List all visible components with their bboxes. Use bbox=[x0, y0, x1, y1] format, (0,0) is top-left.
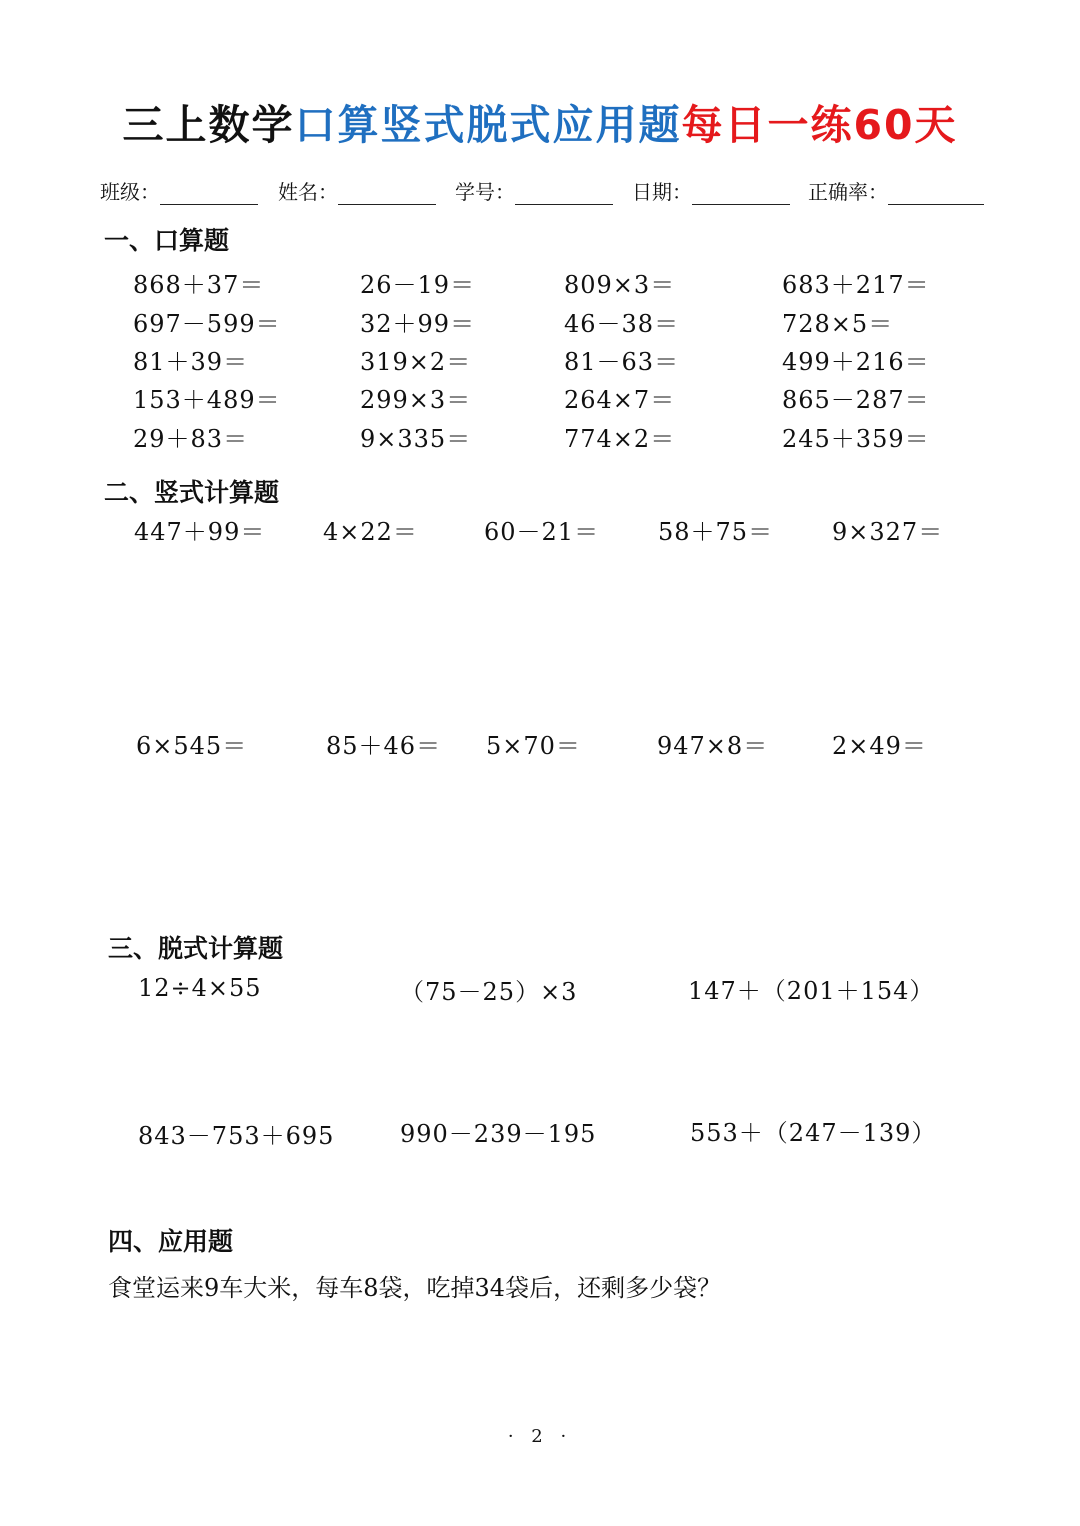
name-label: 姓名： bbox=[278, 180, 338, 204]
stepwise-calc-item: 147＋（201＋154） bbox=[688, 977, 935, 1005]
mental-math-item: 728×5＝ bbox=[782, 310, 894, 338]
vertical-calc-item: 5×70＝ bbox=[486, 732, 581, 760]
mental-math-item: 153＋489＝ bbox=[133, 386, 281, 414]
mental-math-item: 9×335＝ bbox=[360, 425, 472, 453]
date-blank[interactable] bbox=[692, 182, 790, 205]
stepwise-calc-item: 843－753＋695 bbox=[138, 1122, 335, 1150]
mental-math-item: 46－38＝ bbox=[564, 310, 680, 338]
student-id-field[interactable] bbox=[455, 176, 613, 205]
mental-math-item: 81＋39＝ bbox=[133, 348, 249, 376]
page-number: · 2 · bbox=[507, 1426, 573, 1447]
class-blank[interactable] bbox=[160, 182, 258, 205]
vertical-calc-item: 58＋75＝ bbox=[658, 518, 774, 546]
date-label: 日期： bbox=[632, 180, 692, 204]
name-blank[interactable] bbox=[338, 182, 436, 205]
vertical-calc-item: 60－21＝ bbox=[484, 518, 600, 546]
worksheet-title bbox=[0, 92, 1080, 151]
title-part-grade: 三上数学 bbox=[122, 101, 295, 149]
section-title-word-problem: 四、应用题 bbox=[108, 1227, 234, 1256]
section-title-vertical-calc: 二、竖式计算题 bbox=[104, 478, 280, 507]
vertical-calc-item: 4×22＝ bbox=[323, 518, 418, 546]
student-id-label: 学号： bbox=[455, 180, 515, 204]
date-field[interactable] bbox=[632, 176, 790, 205]
mental-math-item: 809×3＝ bbox=[564, 271, 676, 299]
stepwise-calc-item: 12÷4×55 bbox=[138, 974, 262, 1002]
word-problem-text: 食堂运来9车大米，每车8袋，吃掉34袋后，还剩多少袋？ bbox=[108, 1274, 722, 1302]
mental-math-item: 868＋37＝ bbox=[133, 271, 265, 299]
mental-math-item: 299×3＝ bbox=[360, 386, 472, 414]
mental-math-item: 81－63＝ bbox=[564, 348, 680, 376]
vertical-calc-item: 447＋99＝ bbox=[134, 518, 266, 546]
stepwise-calc-item: 553＋（247－139） bbox=[690, 1119, 937, 1147]
mental-math-item: 683＋217＝ bbox=[782, 271, 930, 299]
mental-math-item: 264×7＝ bbox=[564, 386, 676, 414]
section-title-mental-math: 一、口算题 bbox=[104, 226, 230, 255]
accuracy-label: 正确率： bbox=[808, 180, 888, 204]
class-label: 班级： bbox=[100, 180, 160, 204]
vertical-calc-item: 6×545＝ bbox=[136, 732, 248, 760]
accuracy-field[interactable] bbox=[808, 176, 984, 205]
mental-math-item: 319×2＝ bbox=[360, 348, 472, 376]
vertical-calc-item: 9×327＝ bbox=[832, 518, 944, 546]
stepwise-calc-item: （75－25）×3 bbox=[400, 978, 578, 1006]
mental-math-item: 245＋359＝ bbox=[782, 425, 930, 453]
class-field[interactable] bbox=[100, 176, 258, 205]
title-part-topics: 口算竖式脱式应用题 bbox=[294, 101, 682, 149]
accuracy-blank[interactable] bbox=[888, 182, 984, 205]
mental-math-item: 774×2＝ bbox=[564, 425, 676, 453]
title-part-daily: 每日一练60天 bbox=[681, 101, 958, 149]
section-title-stepwise-calc: 三、脱式计算题 bbox=[108, 934, 284, 963]
vertical-calc-item: 2×49＝ bbox=[832, 732, 927, 760]
mental-math-item: 499＋216＝ bbox=[782, 348, 930, 376]
student-info-row bbox=[100, 176, 990, 206]
mental-math-item: 865－287＝ bbox=[782, 386, 930, 414]
vertical-calc-item: 85＋46＝ bbox=[326, 732, 442, 760]
stepwise-calc-item: 990－239－195 bbox=[400, 1120, 597, 1148]
mental-math-item: 29＋83＝ bbox=[133, 425, 249, 453]
student-id-blank[interactable] bbox=[515, 182, 613, 205]
mental-math-item: 26－19＝ bbox=[360, 271, 476, 299]
mental-math-item: 697－599＝ bbox=[133, 310, 281, 338]
name-field[interactable] bbox=[278, 176, 436, 205]
vertical-calc-item: 947×8＝ bbox=[657, 732, 769, 760]
mental-math-item: 32＋99＝ bbox=[360, 310, 476, 338]
